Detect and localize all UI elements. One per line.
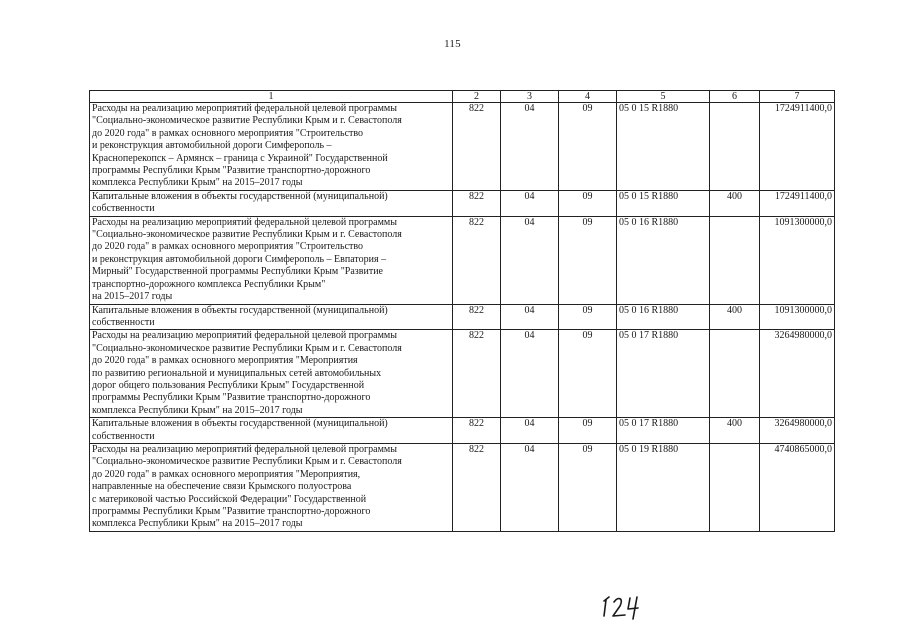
row-description [90,304,453,330]
expense-type-cell: 400 [710,418,760,444]
description-line: Мирный" Государственной программы Республики Крым "Развитие [92,266,383,278]
table-row [90,418,835,444]
description-line: дорог общего пользования Республики Крым" Государственной [92,379,365,391]
ministry-code-cell: 822 [453,190,501,216]
section-code-cell: 04 [501,304,559,330]
ministry-code-cell: 822 [453,443,501,531]
description-line: на 2015–2017 годы [92,291,173,303]
ministry-code-cell: 822 [453,330,501,418]
subsection-code-cell: 09 [559,443,617,531]
amount-cell: 1724911400,0 [760,190,835,216]
description-line: Расходы на реализацию мероприятий федеральной целевой программы [92,216,397,228]
description-line: комплекса Республики Крым" на 2015–2017 годы [92,177,303,189]
target-article-cell: 05 0 15 R1880 [617,190,710,216]
expense-type-cell [710,103,760,191]
section-code-cell: 04 [501,190,559,216]
description-line: до 2020 года" в рамках основного мероприятия "Строительство [92,127,364,139]
target-article-cell: 05 0 17 R1880 [617,418,710,444]
description-line: Капитальные вложения в объекты государственной (муниципальной) [92,418,388,430]
row-description [90,418,453,444]
row-description [90,443,453,531]
header-cell: 1 [90,91,453,103]
table-header-row [90,91,835,103]
target-article-cell: 05 0 17 R1880 [617,330,710,418]
description-line: Капитальные вложения в объекты государственной (муниципальной) [92,304,388,316]
header-cell: 7 [760,91,835,103]
ministry-code-cell: 822 [453,103,501,191]
description-line: программы Республики Крым "Развитие транспортно-дорожного [92,506,371,517]
row-description [90,190,453,216]
subsection-code-cell: 09 [559,304,617,330]
header-cell: 4 [559,91,617,103]
ministry-code-cell: 822 [453,216,501,304]
subsection-code-cell: 09 [559,418,617,444]
expense-type-cell: 400 [710,304,760,330]
expense-type-cell [710,216,760,304]
description-line: Расходы на реализацию мероприятий федеральной целевой программы [92,443,397,455]
expense-type-cell: 400 [710,190,760,216]
description-line: Расходы на реализацию мероприятий федеральной целевой программы [92,103,397,114]
subsection-code-cell: 09 [559,103,617,191]
description-line: "Социально-экономическое развитие Республики Крым и г. Севастополя [92,342,402,354]
description-line: и реконструкция автомобильной дороги Симферополь – Евпатория – [92,253,387,265]
subsection-code-cell: 09 [559,216,617,304]
table-row [90,304,835,330]
expense-type-cell [710,330,760,418]
table-row [90,190,835,216]
description-line: собственности [92,203,155,215]
amount-cell: 1091300000,0 [760,304,835,330]
budget-table [89,90,835,532]
header-cell: 6 [710,91,760,103]
subsection-code-cell: 09 [559,190,617,216]
description-line: с материковой частью Российской Федерации" Государственной [92,493,367,505]
amount-cell: 4740865000,0 [760,443,835,531]
header-cell: 3 [501,91,559,103]
description-line: "Социально-экономическое развитие Республики Крым и г. Севастополя [92,229,402,241]
header-cell: 2 [453,91,501,103]
description-line: собственности [92,430,155,442]
description-line: Красноперекопск – Армянск – граница с Украиной" Государственной [92,152,388,164]
description-line: комплекса Республики Крым" на 2015–2017 годы [92,518,303,530]
section-code-cell: 04 [501,330,559,418]
ministry-code-cell: 822 [453,304,501,330]
target-article-cell: 05 0 16 R1880 [617,304,710,330]
table-row [90,443,835,531]
description-line: Расходы на реализацию мероприятий федеральной целевой программы [92,330,397,342]
table-row [90,103,835,191]
description-line: "Социально-экономическое развитие Республики Крым и г. Севастополя [92,456,402,468]
amount-cell: 3264980000,0 [760,418,835,444]
description-line: собственности [92,316,155,328]
amount-cell: 1091300000,0 [760,216,835,304]
description-line: направленные на обеспечение связи Крымского полуострова [92,481,352,493]
expense-type-cell [710,443,760,531]
description-line: до 2020 года" в рамках основного мероприятия "Мероприятия [92,355,358,367]
description-line: до 2020 года" в рамках основного мероприятия "Строительство [92,241,364,253]
row-description [90,103,453,191]
description-line: и реконструкция автомобильной дороги Симферополь – [92,140,332,152]
description-line: программы Республики Крым "Развитие транспортно-дорожного [92,165,371,177]
section-code-cell: 04 [501,418,559,444]
section-code-cell: 04 [501,103,559,191]
table-row [90,216,835,304]
description-line: "Социально-экономическое развитие Республики Крым и г. Севастополя [92,115,402,127]
table-row [90,330,835,418]
section-code-cell: 04 [501,216,559,304]
description-line: до 2020 года" в рамках основного мероприятия "Мероприятия, [92,468,361,480]
description-line: Капитальные вложения в объекты государственной (муниципальной) [92,190,388,202]
target-article-cell: 05 0 15 R1880 [617,103,710,191]
subsection-code-cell: 09 [559,330,617,418]
ministry-code-cell: 822 [453,418,501,444]
row-description [90,216,453,304]
page-number: 115 [444,38,461,50]
amount-cell: 1724911400,0 [760,103,835,191]
handwritten-mark [600,592,650,622]
section-code-cell: 04 [501,443,559,531]
amount-cell: 3264980000,0 [760,330,835,418]
description-line: транспортно-дорожного комплекса Республики Крым" [92,278,326,290]
target-article-cell: 05 0 19 R1880 [617,443,710,531]
header-cell: 5 [617,91,710,103]
description-line: по развитию региональной и муниципальных сетей автомобильных [92,367,382,379]
description-line: программы Республики Крым "Развитие транспортно-дорожного [92,392,371,404]
description-line: комплекса Республики Крым" на 2015–2017 годы [92,404,303,416]
row-description [90,330,453,418]
target-article-cell: 05 0 16 R1880 [617,216,710,304]
